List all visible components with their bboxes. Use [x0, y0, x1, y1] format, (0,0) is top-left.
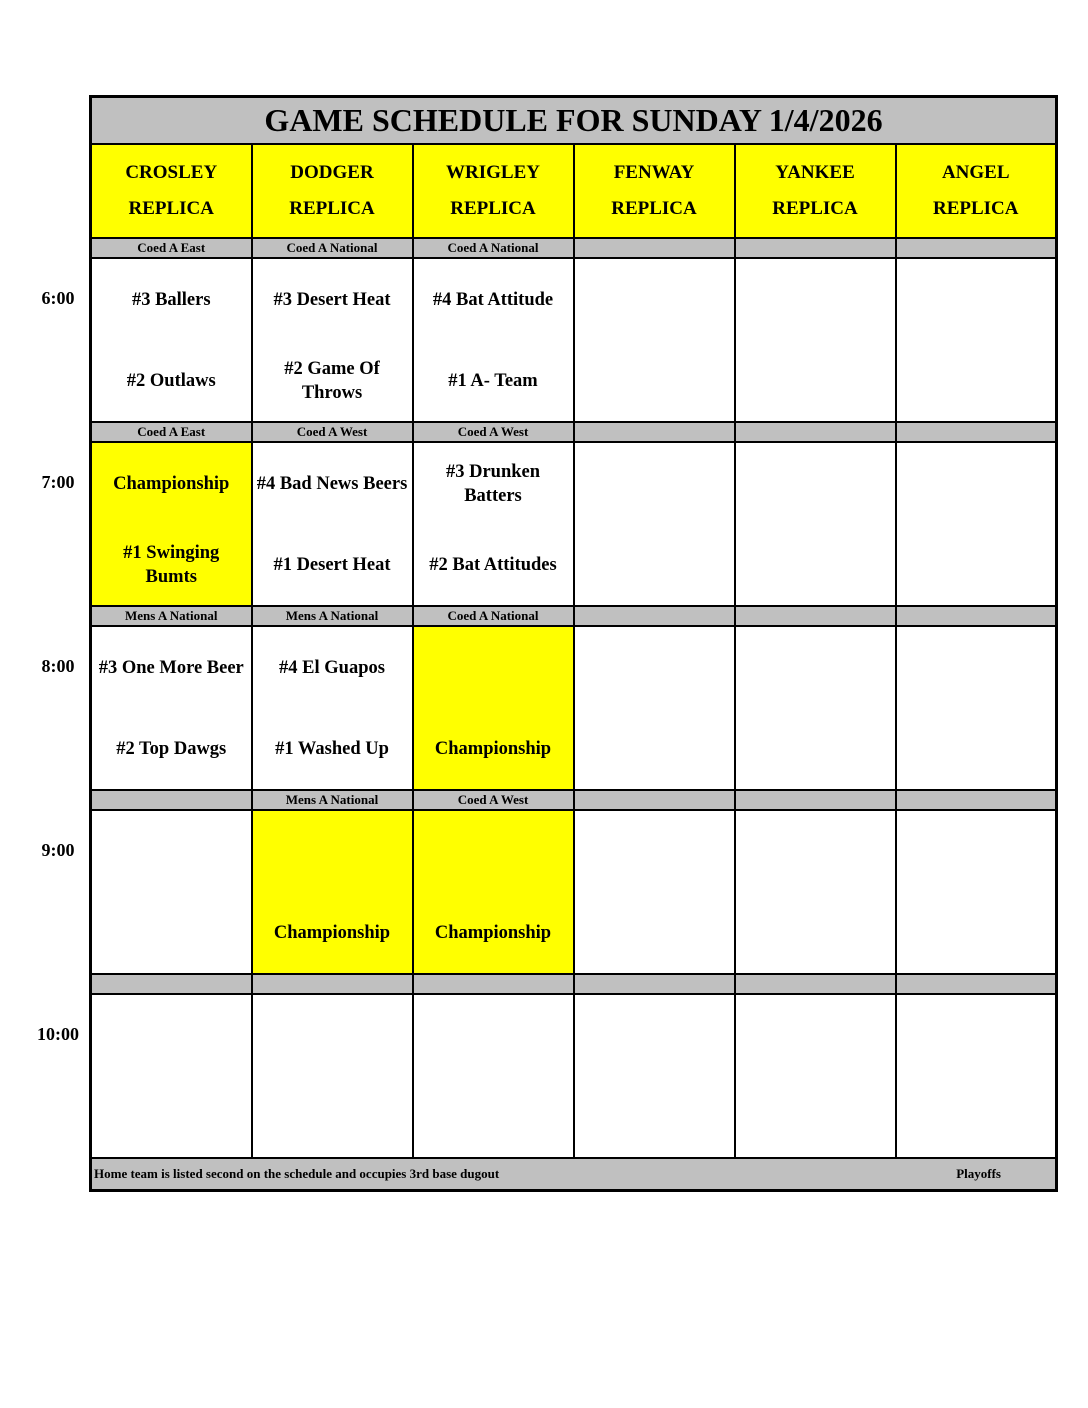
field-name: ANGEL [941, 162, 1010, 183]
game-cell [91, 626, 252, 790]
game-cell [574, 258, 735, 422]
team-away: #4 Bat Attitude [432, 289, 554, 310]
team-home: #1 Washed Up [275, 738, 389, 759]
field-subtitle: REPLICA [611, 198, 697, 219]
time-label: 6:00 [41, 288, 75, 308]
field-subtitle: REPLICA [128, 198, 214, 219]
team-away [253, 811, 412, 892]
team-away [897, 811, 1056, 892]
field-header-crosley [91, 144, 252, 238]
team-home: #2 Top Dawgs [116, 738, 227, 759]
game-cell [252, 258, 413, 422]
team-home [897, 524, 1056, 605]
game-cell [413, 626, 574, 790]
time-slot-row [91, 442, 1057, 606]
schedule-table [89, 95, 1058, 1192]
team-home [575, 524, 734, 605]
team-away [414, 627, 573, 708]
game-cell [896, 258, 1057, 422]
team-away [414, 995, 573, 1076]
field-header-wrigley [413, 144, 574, 238]
team-away [897, 627, 1056, 708]
team-away [897, 995, 1056, 1076]
game-cell [896, 626, 1057, 790]
field-subtitle: REPLICA [450, 198, 536, 219]
division-label [574, 606, 735, 626]
game-cell [896, 810, 1057, 974]
division-label: Coed A National [413, 606, 574, 626]
field-header-yankee [735, 144, 896, 238]
team-home [897, 1076, 1056, 1157]
time-slot-row [91, 994, 1057, 1158]
game-cell [735, 258, 896, 422]
game-cell [735, 626, 896, 790]
team-home: Championship [434, 738, 552, 759]
time-slot-row [91, 626, 1057, 790]
field-header-row [91, 144, 1057, 238]
team-away [736, 443, 895, 524]
team-away [575, 443, 734, 524]
team-home [736, 340, 895, 421]
team-home [736, 892, 895, 973]
game-cell [91, 442, 252, 606]
team-away: #3 Desert Heat [273, 289, 391, 310]
footer-note: Home team is listed second on the schedule and occupies 3rd base dugout [94, 1166, 500, 1181]
team-away [897, 443, 1056, 524]
division-label [735, 238, 896, 258]
game-cell [91, 258, 252, 422]
division-label [413, 974, 574, 994]
division-label [91, 790, 252, 810]
team-away: #3 Drunken Batters [445, 461, 541, 506]
field-name: DODGER [290, 162, 374, 183]
game-cell [413, 442, 574, 606]
division-label: Coed A West [413, 790, 574, 810]
game-cell [91, 810, 252, 974]
team-away: #3 One More Beer [98, 657, 244, 678]
team-home [736, 1076, 895, 1157]
team-home [897, 892, 1056, 973]
game-cell [413, 810, 574, 974]
team-home: #2 Bat Attitudes [429, 554, 557, 575]
field-header-fenway [574, 144, 735, 238]
division-label [896, 606, 1057, 626]
game-cell [574, 810, 735, 974]
division-row [91, 974, 1057, 994]
game-cell [896, 442, 1057, 606]
field-name: WRIGLEY [446, 162, 540, 183]
division-label [735, 974, 896, 994]
team-away [736, 627, 895, 708]
division-label [574, 422, 735, 442]
team-home [736, 524, 895, 605]
division-label: Coed A National [252, 238, 413, 258]
team-away: #4 Bad News Beers [256, 473, 408, 494]
division-label [735, 606, 896, 626]
team-away [736, 259, 895, 340]
team-home: #2 Outlaws [126, 370, 216, 391]
team-home: #1 A- Team [448, 370, 538, 391]
footer-playoffs: Playoffs [956, 1166, 1001, 1181]
division-label [574, 790, 735, 810]
time-label: 8:00 [41, 656, 75, 676]
division-label: Mens A National [252, 790, 413, 810]
time-label: 7:00 [41, 472, 75, 492]
team-home [92, 892, 251, 973]
time-slot-row [91, 810, 1057, 974]
team-away [736, 811, 895, 892]
division-label [91, 974, 252, 994]
division-label [574, 974, 735, 994]
division-label [896, 790, 1057, 810]
division-label [252, 974, 413, 994]
team-home [575, 340, 734, 421]
division-row [91, 790, 1057, 810]
team-home: #2 Game Of Throws [284, 358, 380, 403]
team-home: Championship [273, 922, 391, 943]
footer [91, 1158, 1057, 1191]
team-home [253, 1076, 412, 1157]
team-home: #1 Desert Heat [273, 554, 391, 575]
team-away [92, 995, 251, 1076]
field-subtitle: REPLICA [772, 198, 858, 219]
field-subtitle: REPLICA [932, 198, 1019, 219]
team-home [736, 708, 895, 789]
game-cell [896, 994, 1057, 1158]
division-label: Coed A West [413, 422, 574, 442]
field-name: CROSLEY [125, 162, 218, 183]
field-header-dodger [252, 144, 413, 238]
team-away [253, 995, 412, 1076]
division-label [735, 790, 896, 810]
team-home: #1 Swinging Bumts [123, 542, 220, 587]
game-cell [735, 442, 896, 606]
game-cell [574, 994, 735, 1158]
team-away [575, 259, 734, 340]
division-label: Coed A East [91, 238, 252, 258]
team-home [897, 708, 1056, 789]
team-away [736, 995, 895, 1076]
team-home [897, 340, 1056, 421]
schedule-title: GAME SCHEDULE FOR SUNDAY 1/4/2026 [91, 97, 1057, 145]
division-label [896, 422, 1057, 442]
team-home [575, 1076, 734, 1157]
team-away: Championship [113, 473, 230, 494]
game-cell [574, 442, 735, 606]
team-away [897, 259, 1056, 340]
field-header-angel [896, 144, 1057, 238]
team-away [575, 995, 734, 1076]
division-label [896, 974, 1057, 994]
division-row [91, 606, 1057, 626]
game-cell [252, 442, 413, 606]
time-slot-row [91, 258, 1057, 422]
game-cell [413, 994, 574, 1158]
division-label [574, 238, 735, 258]
division-label: Coed A National [413, 238, 574, 258]
game-cell [574, 626, 735, 790]
team-home [575, 892, 734, 973]
division-label: Mens A National [252, 606, 413, 626]
game-cell [413, 258, 574, 422]
time-label: 10:00 [37, 1024, 79, 1044]
field-name: YANKEE [775, 162, 855, 183]
team-away: #4 El Guapos [279, 657, 385, 678]
game-cell [91, 994, 252, 1158]
team-away [575, 811, 734, 892]
team-home [575, 708, 734, 789]
footer-row [91, 1158, 1057, 1191]
team-home: Championship [434, 922, 552, 943]
game-cell [252, 626, 413, 790]
division-label: Coed A West [252, 422, 413, 442]
division-label [735, 422, 896, 442]
field-name: FENWAY [613, 162, 695, 183]
game-cell [252, 994, 413, 1158]
team-home [92, 1076, 251, 1157]
division-label [896, 238, 1057, 258]
division-row [91, 422, 1057, 442]
game-cell [252, 810, 413, 974]
division-label: Coed A East [91, 422, 252, 442]
team-away [92, 811, 251, 892]
team-home [414, 1076, 573, 1157]
division-label: Mens A National [91, 606, 252, 626]
team-away: #3 Ballers [131, 289, 211, 310]
division-row [91, 238, 1057, 258]
field-subtitle: REPLICA [289, 198, 375, 219]
game-cell [735, 810, 896, 974]
game-cell [735, 994, 896, 1158]
team-away [414, 811, 573, 892]
team-away [575, 627, 734, 708]
time-label: 9:00 [41, 840, 75, 860]
